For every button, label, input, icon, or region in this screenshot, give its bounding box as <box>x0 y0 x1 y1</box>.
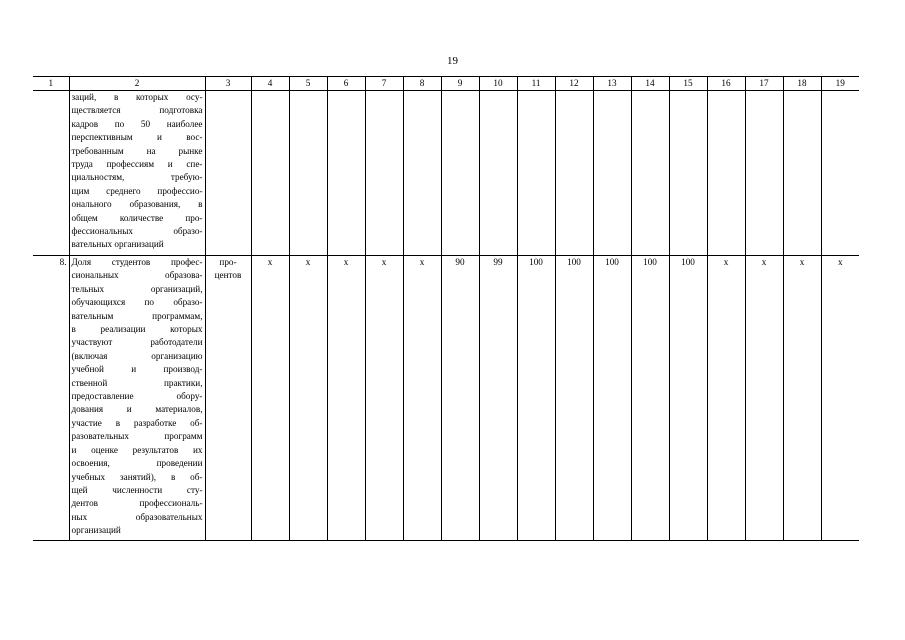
text-line: освоения, проведении <box>71 458 203 469</box>
text-line: и оценке результатов их <box>71 444 203 455</box>
value-cell-col-15 <box>669 91 707 256</box>
value-cell-col-19: x <box>821 256 859 541</box>
text-line: общем количестве про- <box>71 212 203 223</box>
row-number-cell: 8. <box>33 256 69 541</box>
indicator-text-cell <box>69 256 205 541</box>
text-line: кадров по 50 наиболее <box>71 118 203 129</box>
value-cell-col-10 <box>479 91 517 256</box>
column-header-1: 1 <box>33 77 69 91</box>
column-header-8: 8 <box>403 77 441 91</box>
text-line: щим среднего профессио- <box>71 185 203 196</box>
value-cell-col-12: 100 <box>555 256 593 541</box>
text-line: онального образования, в <box>71 199 203 210</box>
column-header-19: 19 <box>821 77 859 91</box>
column-header-14: 14 <box>631 77 669 91</box>
text-line: учебных занятий), в об- <box>71 471 203 482</box>
column-header-17: 17 <box>745 77 783 91</box>
value-cell-col-17: x <box>745 256 783 541</box>
value-cell-col-14: 100 <box>631 256 669 541</box>
column-header-15: 15 <box>669 77 707 91</box>
column-header-5: 5 <box>289 77 327 91</box>
table-header-row <box>33 77 859 91</box>
unit-line: про- <box>219 257 237 267</box>
unit-cell <box>205 256 251 541</box>
column-header-10: 10 <box>479 77 517 91</box>
value-cell-col-18 <box>783 91 821 256</box>
row-number-cell <box>33 91 69 256</box>
value-cell-col-5: x <box>289 256 327 541</box>
value-cell-col-4 <box>251 91 289 256</box>
text-line: ществляется подготовка <box>71 105 203 116</box>
text-line: предоставление обору- <box>71 391 203 402</box>
value-cell-col-11 <box>517 91 555 256</box>
value-cell-col-18: x <box>783 256 821 541</box>
text-line: учебной и производ- <box>71 364 203 375</box>
column-header-11: 11 <box>517 77 555 91</box>
text-line: требованным на рынке <box>71 145 203 156</box>
table-row <box>33 256 859 541</box>
value-cell-col-5 <box>289 91 327 256</box>
text-line: дентов профессиональ- <box>71 498 203 509</box>
value-cell-col-13 <box>593 91 631 256</box>
page-number: 19 <box>447 55 458 67</box>
text-line: тельных организаций, <box>71 283 203 294</box>
text-line: в реализации которых <box>71 324 203 335</box>
text-line: щей численности сту- <box>71 484 203 495</box>
value-cell-col-8: x <box>403 256 441 541</box>
text-line: Доля студентов профес- <box>71 257 203 267</box>
value-cell-col-16: x <box>707 256 745 541</box>
data-table <box>33 76 859 541</box>
value-cell-col-6: x <box>327 256 365 541</box>
column-header-2: 2 <box>69 77 205 91</box>
column-header-12: 12 <box>555 77 593 91</box>
value-cell-col-10: 99 <box>479 256 517 541</box>
text-line: участвуют работодатели <box>71 337 203 348</box>
column-header-18: 18 <box>783 77 821 91</box>
text-line: обучающихся по образо- <box>71 297 203 308</box>
column-header-3: 3 <box>205 77 251 91</box>
value-cell-col-4: x <box>251 256 289 541</box>
column-header-4: 4 <box>251 77 289 91</box>
value-cell-col-8 <box>403 91 441 256</box>
value-cell-col-14 <box>631 91 669 256</box>
value-cell-col-19 <box>821 91 859 256</box>
text-line: вательным программам, <box>71 310 203 321</box>
value-cell-col-17 <box>745 91 783 256</box>
text-line: организаций <box>71 525 121 536</box>
column-header-13: 13 <box>593 77 631 91</box>
text-line: дования и материалов, <box>71 404 203 415</box>
column-header-9: 9 <box>441 77 479 91</box>
text-line: ных образовательных <box>71 511 203 522</box>
value-cell-col-16 <box>707 91 745 256</box>
text-line: (включая организацию <box>71 350 203 361</box>
value-cell-col-9: 90 <box>441 256 479 541</box>
value-cell-col-13: 100 <box>593 256 631 541</box>
text-line: разовательных программ <box>71 431 203 442</box>
value-cell-col-9 <box>441 91 479 256</box>
text-line: перспективным и вос- <box>71 132 203 143</box>
value-cell-col-7 <box>365 91 403 256</box>
text-line: заций, в которых осу- <box>71 92 203 102</box>
text-line: циальностям, требую- <box>71 172 203 183</box>
indicator-text-cell <box>69 91 205 256</box>
value-cell-col-7: x <box>365 256 403 541</box>
column-header-7: 7 <box>365 77 403 91</box>
text-line: участие в разработке об- <box>71 417 203 428</box>
unit-cell <box>205 91 251 256</box>
column-header-6: 6 <box>327 77 365 91</box>
value-cell-col-12 <box>555 91 593 256</box>
text-line: сиональных образова- <box>71 270 203 281</box>
column-header-16: 16 <box>707 77 745 91</box>
text-line: вательных организаций <box>71 239 164 250</box>
text-line: фессиональных образо- <box>71 226 203 237</box>
value-cell-col-11: 100 <box>517 256 555 541</box>
value-cell-col-6 <box>327 91 365 256</box>
table-row <box>33 91 859 256</box>
text-line: труда профессиям и спе- <box>71 159 203 170</box>
value-cell-col-15: 100 <box>669 256 707 541</box>
unit-line: центов <box>214 270 242 281</box>
text-line: ственной практики, <box>71 377 203 388</box>
